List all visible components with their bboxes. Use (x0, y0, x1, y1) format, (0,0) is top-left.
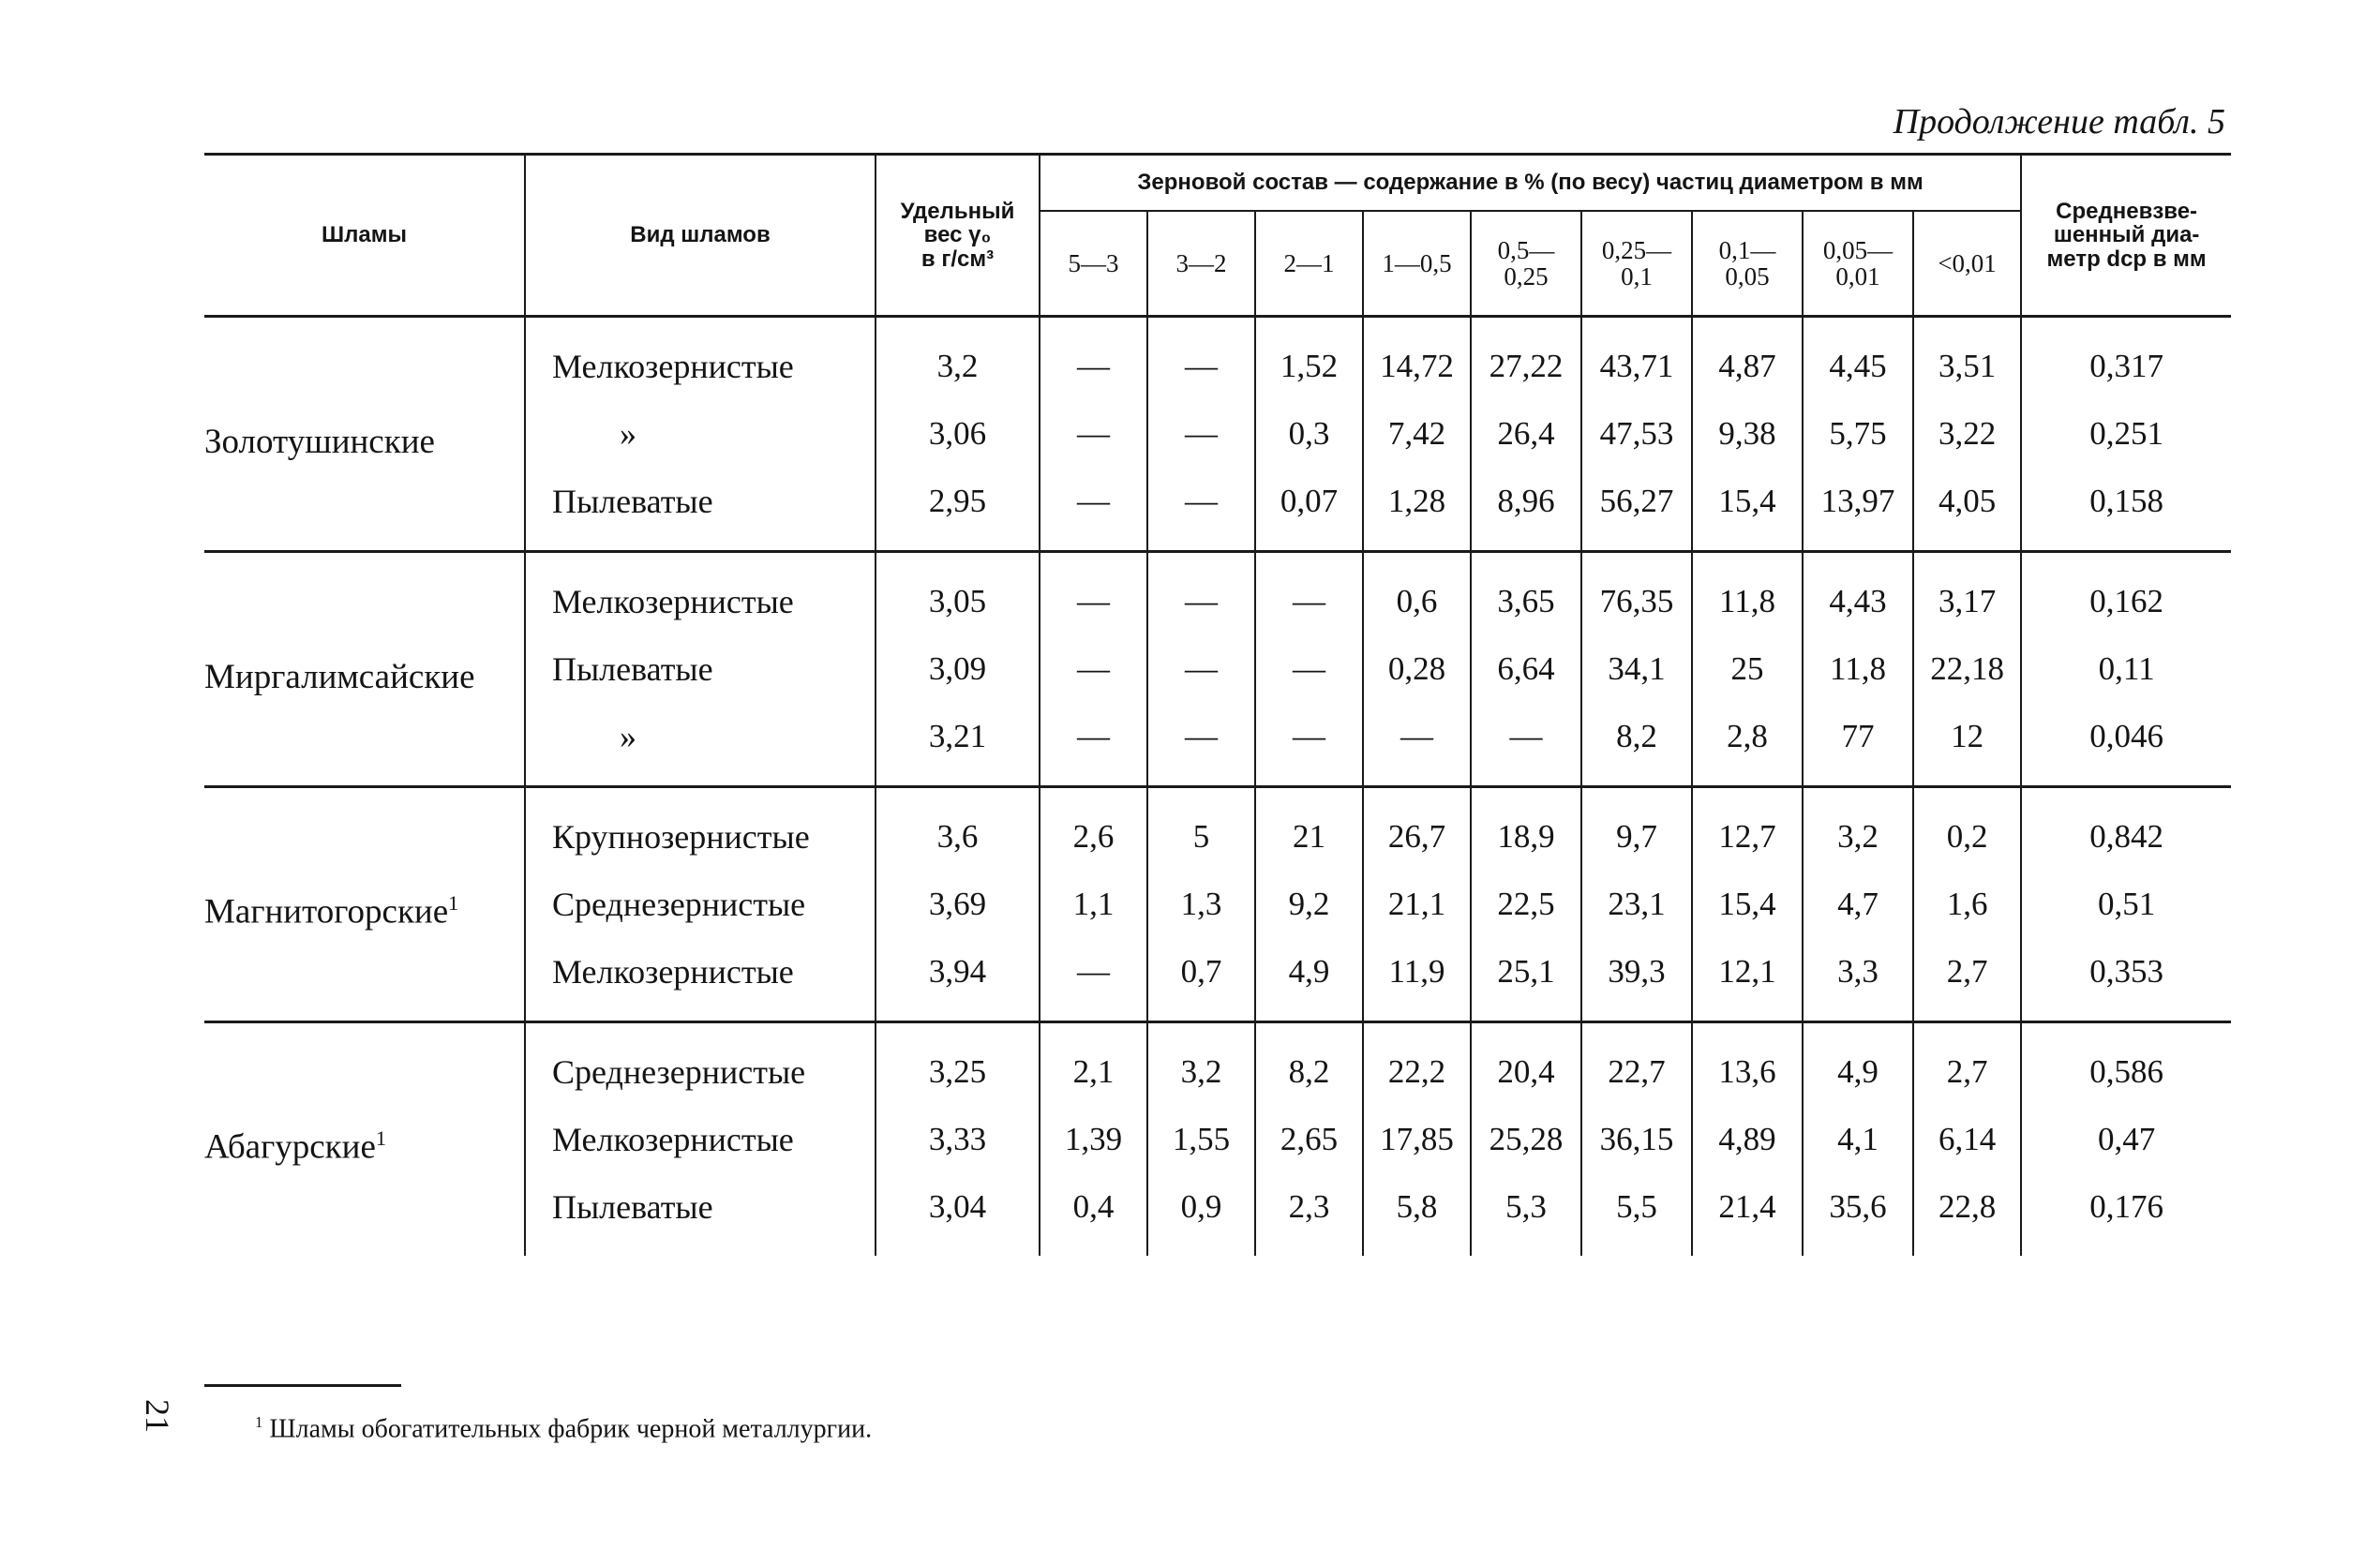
fraction-cell: 12 (1913, 703, 2021, 787)
fraction-cell: 12,7 (1692, 787, 1803, 872)
fraction-cell: 1,3 (1147, 871, 1255, 938)
fraction-cell: 25,28 (1471, 1106, 1581, 1173)
fraction-cell: 15,4 (1692, 871, 1803, 938)
fraction-cell: 7,42 (1363, 400, 1471, 468)
group-zolotushinskie (204, 317, 2231, 552)
fraction-cell: 6,64 (1471, 635, 1581, 703)
fraction-cell: 0,7 (1147, 938, 1255, 1022)
fraction-cell: 4,87 (1692, 317, 1803, 401)
mean-diameter-cell: 0,842 (2021, 787, 2231, 872)
fraction-cell: 3,3 (1803, 938, 1913, 1022)
fraction-cell: 4,9 (1803, 1022, 1913, 1107)
fraction-cell: 0,2 (1913, 787, 2021, 872)
fraction-cell: 4,45 (1803, 317, 1913, 401)
fraction-cell: 35,6 (1803, 1173, 1913, 1256)
group-name: Миргалимсайские (204, 552, 525, 787)
fraction-cell: 4,05 (1913, 468, 2021, 552)
header-vid: Вид шламов (525, 155, 876, 317)
fraction-cell: 6,14 (1913, 1106, 2021, 1173)
mean-diameter-cell: 0,353 (2021, 938, 2231, 1022)
group-mirgalimsaiskie (204, 552, 2231, 787)
fraction-cell: 34,1 (1581, 635, 1692, 703)
fraction-cell: 39,3 (1581, 938, 1692, 1022)
fraction-cell: 13,6 (1692, 1022, 1803, 1107)
fraction-cell: 27,22 (1471, 317, 1581, 401)
fraction-cell: 1,1 (1040, 871, 1147, 938)
fraction-cell: 25,1 (1471, 938, 1581, 1022)
kind-cell: » (525, 400, 876, 468)
kind-cell: Пылеватые (525, 635, 876, 703)
fraction-cell: 2,8 (1692, 703, 1803, 787)
table-header (204, 155, 2231, 317)
fraction-cell: — (1040, 468, 1147, 552)
fraction-cell: — (1040, 317, 1147, 401)
fraction-cell: 8,2 (1581, 703, 1692, 787)
kind-cell: Среднезернистые (525, 1022, 876, 1107)
fraction-cell: 17,85 (1363, 1106, 1471, 1173)
fraction-cell: 5 (1147, 787, 1255, 872)
fraction-cell: — (1040, 703, 1147, 787)
fraction-cell: 25 (1692, 635, 1803, 703)
fraction-cell: 47,53 (1581, 400, 1692, 468)
fraction-cell: 4,43 (1803, 552, 1913, 636)
kind-cell: Среднезернистые (525, 871, 876, 938)
kind-cell: Пылеватые (525, 1173, 876, 1256)
fraction-cell: 76,35 (1581, 552, 1692, 636)
header-fraction: 5—3 (1040, 211, 1147, 317)
header-fraction: 0,25— 0,1 (1581, 211, 1692, 317)
fraction-cell: 8,2 (1255, 1022, 1363, 1107)
mean-diameter-cell: 0,317 (2021, 317, 2231, 401)
fraction-cell: 21 (1255, 787, 1363, 872)
fraction-cell: 21,4 (1692, 1173, 1803, 1256)
density-cell: 3,69 (876, 871, 1040, 938)
header-fraction: 3—2 (1147, 211, 1255, 317)
fraction-cell: 21,1 (1363, 871, 1471, 938)
fraction-cell: 22,2 (1363, 1022, 1471, 1107)
kind-cell: Пылеватые (525, 468, 876, 552)
fraction-cell: — (1147, 400, 1255, 468)
fraction-cell: 1,6 (1913, 871, 2021, 938)
fraction-cell: 4,7 (1803, 871, 1913, 938)
footnote-rule (204, 1384, 401, 1387)
fraction-cell: 22,18 (1913, 635, 2021, 703)
fraction-cell: 5,8 (1363, 1173, 1471, 1256)
table-row (204, 787, 2231, 872)
header-fraction: 0,1— 0,05 (1692, 211, 1803, 317)
density-cell: 3,06 (876, 400, 1040, 468)
header-fraction: 0,05— 0,01 (1803, 211, 1913, 317)
fraction-cell: 5,3 (1471, 1173, 1581, 1256)
kind-cell: Мелкозернистые (525, 1106, 876, 1173)
fraction-cell: 22,8 (1913, 1173, 2021, 1256)
fraction-cell: 4,1 (1803, 1106, 1913, 1173)
fraction-cell: 9,2 (1255, 871, 1363, 938)
fraction-cell: 0,07 (1255, 468, 1363, 552)
fraction-cell: 2,7 (1913, 938, 2021, 1022)
fraction-cell: — (1147, 703, 1255, 787)
footnote: $^1$ Шламы обогатительных фабрик черной металлургии. (255, 1413, 873, 1444)
fraction-cell: 23,1 (1581, 871, 1692, 938)
fraction-cell: 4,9 (1255, 938, 1363, 1022)
fraction-cell: 22,5 (1471, 871, 1581, 938)
page-number: 21 (139, 1399, 176, 1433)
header-shlamy: Шламы (204, 155, 525, 317)
fraction-cell: 3,22 (1913, 400, 2021, 468)
fraction-cell: 77 (1803, 703, 1913, 787)
header-fraction: 0,5— 0,25 (1471, 211, 1581, 317)
fraction-cell: 15,4 (1692, 468, 1803, 552)
header-fraction: <0,01 (1913, 211, 2021, 317)
fraction-cell: — (1040, 635, 1147, 703)
fraction-cell: 14,72 (1363, 317, 1471, 401)
fraction-cell: 3,17 (1913, 552, 2021, 636)
fraction-cell: 1,55 (1147, 1106, 1255, 1173)
fraction-cell: 43,71 (1581, 317, 1692, 401)
density-cell: 3,04 (876, 1173, 1040, 1256)
density-cell: 3,25 (876, 1022, 1040, 1107)
fraction-cell: 9,38 (1692, 400, 1803, 468)
fraction-cell: 11,9 (1363, 938, 1471, 1022)
fraction-cell: 13,97 (1803, 468, 1913, 552)
header-grain-group: Зерновой состав — содержание в % (по весу) частиц диаметром в мм (1040, 155, 2021, 212)
fraction-cell: 26,7 (1363, 787, 1471, 872)
fraction-cell: 2,1 (1040, 1022, 1147, 1107)
density-cell: 3,2 (876, 317, 1040, 401)
fraction-cell: 11,8 (1803, 635, 1913, 703)
fraction-cell: 2,7 (1913, 1022, 2021, 1107)
fraction-cell: 12,1 (1692, 938, 1803, 1022)
fraction-cell: 3,2 (1147, 1022, 1255, 1107)
density-cell: 3,33 (876, 1106, 1040, 1173)
density-cell: 3,6 (876, 787, 1040, 872)
fraction-cell: 26,4 (1471, 400, 1581, 468)
fraction-cell: 11,8 (1692, 552, 1803, 636)
kind-cell: Мелкозернистые (525, 317, 876, 401)
density-cell: 3,09 (876, 635, 1040, 703)
fraction-cell: 18,9 (1471, 787, 1581, 872)
header-density: Удельный вес γ₀ в г/см³ (876, 155, 1040, 317)
density-cell: 3,21 (876, 703, 1040, 787)
mean-diameter-cell: 0,51 (2021, 871, 2231, 938)
fraction-cell: 2,3 (1255, 1173, 1363, 1256)
group-name: Абагурские$^1$ (204, 1022, 525, 1257)
fraction-cell: 1,28 (1363, 468, 1471, 552)
group-abagurskie (204, 1022, 2231, 1257)
fraction-cell: 0,9 (1147, 1173, 1255, 1256)
table-row (204, 552, 2231, 636)
fraction-cell: 1,39 (1040, 1106, 1147, 1173)
mean-diameter-cell: 0,47 (2021, 1106, 2231, 1173)
group-name: Магнитогорские$^1$ (204, 787, 525, 1022)
fraction-cell: 9,7 (1581, 787, 1692, 872)
table-row (204, 317, 2231, 401)
fraction-cell: 5,75 (1803, 400, 1913, 468)
group-magnitogorskie (204, 787, 2231, 1022)
kind-cell: Мелкозернистые (525, 938, 876, 1022)
fraction-cell: — (1471, 703, 1581, 787)
fraction-cell: — (1147, 317, 1255, 401)
header-fraction: 2—1 (1255, 211, 1363, 317)
fraction-cell: — (1147, 635, 1255, 703)
header-mean-diameter: Средневзве- шенный диа- метр dср в мм (2021, 155, 2231, 317)
fraction-cell: — (1040, 938, 1147, 1022)
mean-diameter-cell: 0,176 (2021, 1173, 2231, 1256)
mean-diameter-cell: 0,046 (2021, 703, 2231, 787)
mean-diameter-cell: 0,162 (2021, 552, 2231, 636)
fraction-cell: — (1147, 552, 1255, 636)
group-name: Золотушинские (204, 317, 525, 552)
fraction-cell: 1,52 (1255, 317, 1363, 401)
header-fraction: 1—0,5 (1363, 211, 1471, 317)
table-caption: Продолжение табл. 5 (1893, 102, 2225, 142)
fraction-cell: — (1255, 703, 1363, 787)
mean-diameter-cell: 0,586 (2021, 1022, 2231, 1107)
density-cell: 3,94 (876, 938, 1040, 1022)
table-row (204, 1022, 2231, 1107)
fraction-cell: 3,65 (1471, 552, 1581, 636)
fraction-cell: — (1255, 635, 1363, 703)
mean-diameter-cell: 0,158 (2021, 468, 2231, 552)
fraction-cell: 8,96 (1471, 468, 1581, 552)
mean-diameter-cell: 0,251 (2021, 400, 2231, 468)
fraction-cell: 22,7 (1581, 1022, 1692, 1107)
kind-cell: » (525, 703, 876, 787)
fraction-cell: — (1040, 400, 1147, 468)
fraction-cell: — (1147, 468, 1255, 552)
fraction-cell: 56,27 (1581, 468, 1692, 552)
fraction-cell: 0,28 (1363, 635, 1471, 703)
fraction-cell: — (1255, 552, 1363, 636)
density-cell: 2,95 (876, 468, 1040, 552)
kind-cell: Крупнозернистые (525, 787, 876, 872)
fraction-cell: 0,3 (1255, 400, 1363, 468)
fraction-cell: — (1040, 552, 1147, 636)
fraction-cell: 3,2 (1803, 787, 1913, 872)
fraction-cell: 5,5 (1581, 1173, 1692, 1256)
fraction-cell: 0,6 (1363, 552, 1471, 636)
fraction-cell: 2,65 (1255, 1106, 1363, 1173)
density-cell: 3,05 (876, 552, 1040, 636)
fraction-cell: 3,51 (1913, 317, 2021, 401)
fraction-cell: 2,6 (1040, 787, 1147, 872)
fraction-cell: 20,4 (1471, 1022, 1581, 1107)
fraction-cell: 0,4 (1040, 1173, 1147, 1256)
kind-cell: Мелкозернистые (525, 552, 876, 636)
fraction-cell: 36,15 (1581, 1106, 1692, 1173)
fraction-cell: 4,89 (1692, 1106, 1803, 1173)
grain-composition-table (204, 153, 2231, 1256)
fraction-cell: — (1363, 703, 1471, 787)
mean-diameter-cell: 0,11 (2021, 635, 2231, 703)
